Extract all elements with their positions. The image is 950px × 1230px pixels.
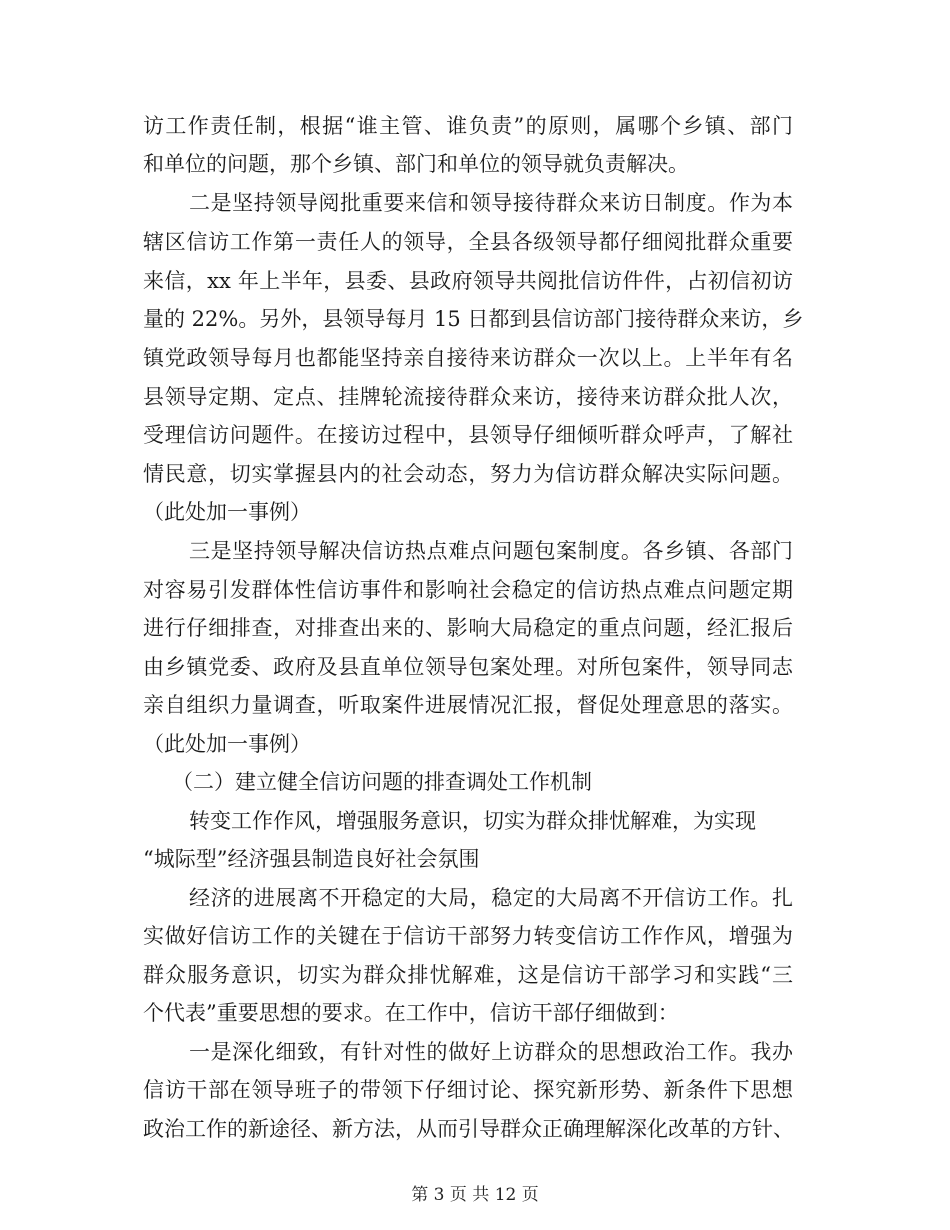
text-line: 二是坚持领导阅批重要来信和领导接待群众来访日制度。作为本 bbox=[189, 191, 793, 215]
text-line: 辖区信访工作第一责任人的领导，全县各级领导都仔细阅批群众重要 bbox=[143, 230, 793, 254]
text-line: 量的 22%。另外，县领导每月 15 日都到县信访部门接待群众来访，乡 bbox=[143, 307, 804, 331]
text-line: “城际型”经济强县制造良好社会氛围 bbox=[143, 847, 480, 871]
text-line: 信访干部在领导班子的带领下仔细讨论、探究新形势、新条件下思想 bbox=[143, 1078, 793, 1102]
text-line: 实做好信访工作的关键在于信访干部努力转变信访工作作风，增强为 bbox=[143, 924, 793, 948]
text-line: 三是坚持领导解决信访热点难点问题包案制度。各乡镇、各部门 bbox=[189, 539, 793, 563]
text-line: 一是深化细致，有针对性的做好上访群众的思想政治工作。我办 bbox=[189, 1040, 793, 1064]
text-line: （此处加一事例） bbox=[143, 500, 311, 524]
text-line: 转变工作作风，增强服务意识，切实为群众排忧解难，为实现 bbox=[189, 809, 756, 833]
page-footer: 第 3 页 共 12 页 bbox=[411, 1185, 539, 1205]
text-line: 访工作责任制，根据“谁主管、谁负责”的原则，属哪个乡镇、部门 bbox=[143, 114, 793, 138]
text-line: 群众服务意识，切实为群众排忧解难，这是信访干部学习和实践“三 bbox=[143, 963, 793, 987]
text-line: 经济的进展离不开稳定的大局，稳定的大局离不开信访工作。扎 bbox=[189, 886, 793, 910]
text-line: 亲自组织力量调查，听取案件进展情况汇报，督促处理意思的落实。 bbox=[143, 693, 793, 717]
text-line: （此处加一事例） bbox=[143, 732, 311, 756]
text-line: 进行仔细排查，对排查出来的、影响大局稳定的重点问题，经汇报后 bbox=[143, 616, 793, 640]
text-line: 个代表”重要思想的要求。在工作中，信访干部仔细做到： bbox=[143, 1001, 679, 1025]
text-line: 对容易引发群体性信访事件和影响社会稳定的信访热点难点问题定期 bbox=[143, 578, 793, 602]
text-line: 情民意，切实掌握县内的社会动态，努力为信访群众解决实际问题。 bbox=[143, 462, 793, 486]
text-line: 来信，xx 年上半年，县委、县政府领导共阅批信访件件，占初信初访 bbox=[143, 269, 793, 293]
text-line: 政治工作的新途径、新方法，从而引导群众正确理解深化改革的方针、 bbox=[143, 1117, 794, 1141]
text-line: 和单位的问题，那个乡镇、部门和单位的领导就负责解决。 bbox=[143, 152, 689, 176]
text-line: 受理信访问题件。在接访过程中，县领导仔细倾听群众呼声，了解社 bbox=[143, 423, 793, 447]
section-heading: （二）建立健全信访问题的排查调处工作机制 bbox=[172, 770, 592, 794]
text-line: 镇党政领导每月也都能坚持亲自接待来访群众一次以上。上半年有名 bbox=[143, 346, 793, 370]
text-line: 由乡镇党委、政府及县直单位领导包案处理。对所包案件，领导同志 bbox=[143, 655, 793, 679]
text-line: 县领导定期、定点、挂牌轮流接待群众来访，接待来访群众批人次， bbox=[143, 385, 793, 409]
